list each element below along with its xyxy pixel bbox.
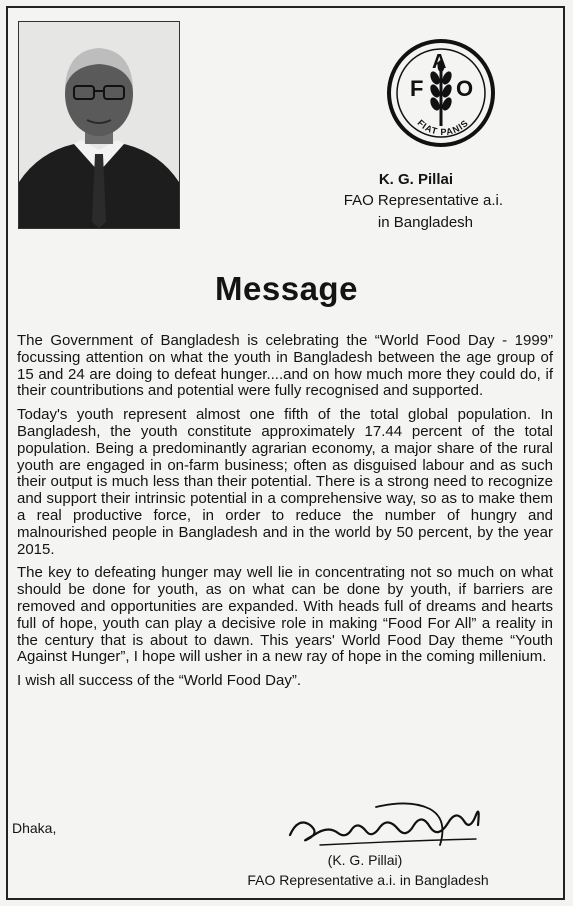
paragraph: The key to defeating hunger may well lie in concentrating not so much on what should be done for youth, as on what can be done by youth, if barriers are removed and opportunities are expanded. With heads full of dreams and hearts full of hope, youth can play a decisive role in making “Food For All” a reality in the century that is about to dawn. This years' World Food Day theme “Youth Against Hunger”, I hope will usher in a new ray of hope in the coming millenium.	[17, 564, 553, 666]
signatory-name: (K. G. Pillai)	[327, 852, 403, 868]
logo-motto: FIAT PANIS	[415, 117, 471, 138]
message-body	[17, 333, 553, 697]
author-name: K. G. Pillai	[378, 171, 453, 188]
logo-letter-f: F	[410, 76, 424, 101]
paragraph: The Government of Bangladesh is celebrating the “World Food Day - 1999” focussing attention on what the youth in Bangladesh between the age group of 15 and 24 are doing to defeat hunger....and on how much more they could do, if their countributions and potential were fully recognised and supported.	[17, 332, 553, 400]
logo-letter-a: A	[432, 51, 447, 73]
author-location: in Bangladesh	[377, 214, 473, 231]
fao-logo	[386, 38, 496, 148]
place-line: Dhaka,	[12, 820, 57, 836]
signatory-title: FAO Representative a.i. in Bangladesh	[247, 872, 489, 888]
author-photo	[18, 21, 180, 229]
page-title: Message	[215, 270, 358, 307]
paragraph: Today's youth represent almost one fifth of the total global population. In Bangladesh, the youth constitute approximately 17.44 percent of the total population. Being a predominantly agrarian economy, a major share of the rural youth are engaged in on-farm business; often as disguised labour and as such their output is much less than their potential. There is a strong need to recognize and support their intrinsic potential in a comprehensive way, so as to make them a real productive force, in order to reduce the number of hungry and malnourished people in Bangladesh and in the world by 50 percent, by the year 2015.	[17, 406, 553, 558]
signature	[280, 795, 490, 855]
logo-letter-o: O	[456, 76, 474, 101]
author-block	[300, 170, 503, 234]
author-title: FAO Representative a.i.	[343, 192, 503, 209]
paragraph: I wish all success of the “World Food Day”.	[17, 672, 301, 690]
